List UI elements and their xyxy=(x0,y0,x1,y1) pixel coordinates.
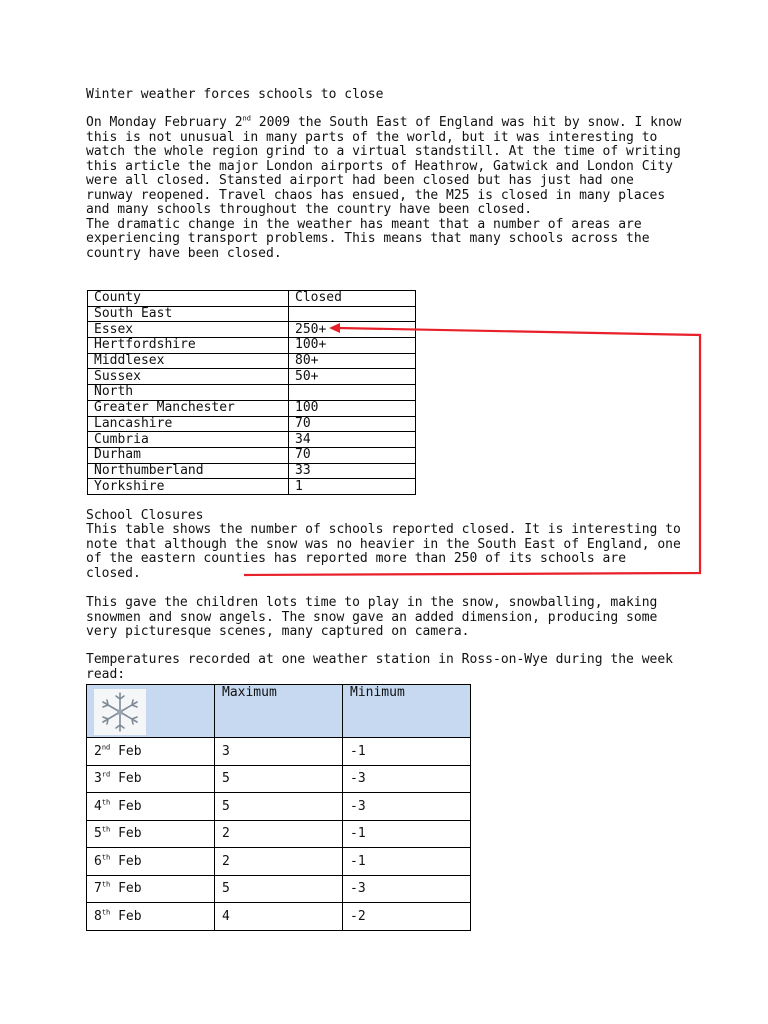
table-row xyxy=(88,447,416,463)
minimum-cell: -3 xyxy=(343,875,471,903)
day-suffix: th xyxy=(101,798,111,807)
county-cell: Essex xyxy=(88,322,289,338)
closed-count-cell: 70 xyxy=(289,416,416,432)
table-row xyxy=(88,400,416,416)
minimum-cell: -1 xyxy=(343,820,471,848)
closed-count-cell xyxy=(289,385,416,401)
closed-count-cell: 33 xyxy=(289,463,416,479)
closed-count-cell xyxy=(289,306,416,322)
table-row xyxy=(87,875,471,903)
column-header: Maximum xyxy=(215,685,343,738)
county-cell: Greater Manchester xyxy=(88,400,289,416)
county-cell: Yorkshire xyxy=(88,479,289,495)
county-cell: Middlesex xyxy=(88,353,289,369)
day-number: 3 xyxy=(94,771,102,787)
table-row xyxy=(88,322,416,338)
day-number: 6 xyxy=(94,853,102,869)
closed-count-cell: 100 xyxy=(289,400,416,416)
table-row xyxy=(88,369,416,385)
date-suffix: nd xyxy=(242,114,251,123)
temperature-table xyxy=(86,684,471,931)
minimum-cell: -1 xyxy=(343,848,471,876)
intro-text-rest: 2009 the South East of England was hit by snow. I know this is not unusual in many parts of the world, but it was interesting to watch the whole region grind to a virtual standstill. At the time of writing this article the major London airports of Heathrow, Gatwick and London City were all closed. Stansted airport had been closed but has just had one runway reopened. Travel chaos has ensued, the M25 is closed in many places and many schools throughout the country have been closed. xyxy=(86,115,682,217)
closed-count-cell: 70 xyxy=(289,447,416,463)
month-label: Feb xyxy=(110,881,142,897)
county-cell: Durham xyxy=(88,447,289,463)
date-cell xyxy=(87,765,215,793)
county-cell: South East xyxy=(88,306,289,322)
date-cell xyxy=(87,875,215,903)
month-label: Feb xyxy=(110,853,142,869)
maximum-cell: 2 xyxy=(215,848,343,876)
children-paragraph: This gave the children lots time to play in the snow, snowballing, making snowmen and snow angels. The snow gave an added dimension, producing some very picturesque scenes, many captured on camera. xyxy=(86,595,658,639)
day-suffix: nd xyxy=(101,743,111,752)
date-cell xyxy=(87,903,215,931)
intro-paragraph xyxy=(86,116,686,261)
table-header-row xyxy=(88,291,416,307)
maximum-cell: 3 xyxy=(215,738,343,766)
table-row xyxy=(88,432,416,448)
day-suffix: th xyxy=(101,880,111,889)
closed-count-cell: 250+ xyxy=(289,322,416,338)
county-cell: Lancashire xyxy=(88,416,289,432)
day-number: 7 xyxy=(94,881,102,897)
county-cell: Hertfordshire xyxy=(88,338,289,354)
date-cell xyxy=(87,820,215,848)
day-number: 4 xyxy=(94,798,102,814)
article-title: Winter weather forces schools to close xyxy=(86,87,384,102)
table-row xyxy=(87,820,471,848)
minimum-cell: -2 xyxy=(343,903,471,931)
day-number: 5 xyxy=(94,826,102,842)
maximum-cell: 5 xyxy=(215,765,343,793)
table-row xyxy=(88,353,416,369)
closed-count-cell: 34 xyxy=(289,432,416,448)
minimum-cell: -3 xyxy=(343,765,471,793)
date-cell xyxy=(87,793,215,821)
day-number: 8 xyxy=(94,908,102,924)
column-header: Closed xyxy=(289,291,416,307)
table-row xyxy=(88,416,416,432)
second-paragraph: The dramatic change in the weather has meant that a number of areas are experiencing transport problems. This means that many schools across the country have been closed. xyxy=(86,216,650,261)
table-row xyxy=(88,306,416,322)
table-header-row xyxy=(87,685,471,738)
month-label: Feb xyxy=(110,908,142,924)
maximum-cell: 5 xyxy=(215,793,343,821)
day-suffix: th xyxy=(101,853,111,862)
snowflake-icon xyxy=(94,689,146,735)
county-cell: Northumberland xyxy=(88,463,289,479)
table-row xyxy=(87,765,471,793)
date-cell xyxy=(87,848,215,876)
table-row xyxy=(87,848,471,876)
month-label: Feb xyxy=(110,798,142,814)
closed-count-cell: 1 xyxy=(289,479,416,495)
day-suffix: th xyxy=(101,825,111,834)
closures-table xyxy=(87,290,416,495)
county-cell: North xyxy=(88,385,289,401)
maximum-cell: 2 xyxy=(215,820,343,848)
month-label: Feb xyxy=(110,826,142,842)
date-cell xyxy=(87,738,215,766)
table-row xyxy=(87,793,471,821)
month-label: Feb xyxy=(110,771,142,787)
closed-count-cell: 50+ xyxy=(289,369,416,385)
table-row xyxy=(87,903,471,931)
month-label: Feb xyxy=(110,743,142,759)
table-row xyxy=(88,338,416,354)
minimum-cell: -3 xyxy=(343,793,471,821)
column-header: County xyxy=(88,291,289,307)
table-row xyxy=(87,738,471,766)
table-row xyxy=(88,463,416,479)
day-suffix: th xyxy=(101,908,111,917)
table-row xyxy=(88,385,416,401)
temperatures-intro: Temperatures recorded at one weather station in Ross-on-Wye during the week read: xyxy=(86,652,673,682)
header-image-cell xyxy=(87,685,215,738)
closed-count-cell: 80+ xyxy=(289,353,416,369)
county-cell: Cumbria xyxy=(88,432,289,448)
day-suffix: rd xyxy=(101,770,111,779)
intro-text-start: On Monday February 2 xyxy=(86,115,243,130)
maximum-cell: 4 xyxy=(215,903,343,931)
table-row xyxy=(88,479,416,495)
minimum-cell: -1 xyxy=(343,738,471,766)
closures-heading: School Closures xyxy=(86,508,204,523)
closures-paragraph: This table shows the number of schools reported closed. It is interesting to note that although the snow was no heavier in the South East of England, one of the eastern counties has reported more than 250 of its schools are closed. xyxy=(86,522,681,581)
closed-count-cell: 100+ xyxy=(289,338,416,354)
column-header: Minimum xyxy=(343,685,471,738)
county-cell: Sussex xyxy=(88,369,289,385)
day-number: 2 xyxy=(94,743,102,759)
maximum-cell: 5 xyxy=(215,875,343,903)
